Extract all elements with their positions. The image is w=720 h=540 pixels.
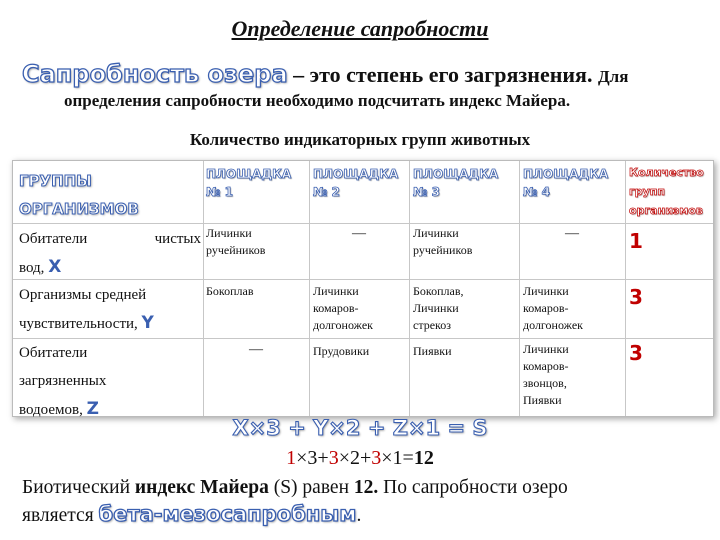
group-header: ГРУППЫ ОРГАНИЗМОВ: [19, 172, 139, 218]
conclusion-line-2: является бета-мезосапробным.: [22, 502, 362, 526]
letter-z: Z: [86, 399, 99, 419]
letter-x: X: [48, 257, 62, 277]
count-z: 3: [629, 341, 643, 365]
site-header-2: ПЛОЩАДКА № 2: [313, 167, 399, 199]
cell-y-site-2: Личинки комаров- долгоножек: [313, 284, 373, 332]
conclusion-line-1: Биотический индекс Майера (S) равен 12. По сапробности озеро: [22, 477, 568, 498]
count-header: Количество групп организмов: [629, 166, 704, 217]
site-header-4: ПЛОЩАДКА № 4: [523, 167, 609, 199]
cell-z-site-4: Личинки комаров- звонцов, Пиявки: [523, 342, 569, 407]
row-label-y: Организмы средней чувствительности, Y: [19, 287, 154, 333]
definition-text: – это степень его загрязнения.: [293, 62, 593, 87]
formula: X×3 + Y×2 + Z×1 = S: [232, 416, 488, 440]
definition-line-2: определения сапробности необходимо подсчитать индекс Майера.: [64, 91, 571, 110]
saprobity-class: бета-мезосапробным: [98, 502, 357, 526]
cell-z-site-3: Пиявки: [413, 344, 452, 358]
site-header-1: ПЛОЩАДКА № 1: [206, 167, 292, 199]
cell-z-site-1: —: [249, 342, 263, 357]
calc-result: 12: [413, 447, 434, 469]
row-label-x: Обитатели чистых вод, X: [19, 231, 201, 277]
cell-y-site-1: Бокоплав: [206, 284, 254, 298]
cell-y-site-3: Бокоплав, Личинки стрекоз: [413, 284, 464, 332]
calc-x: 1: [286, 447, 297, 469]
index-value: 12.: [353, 477, 379, 498]
page-title: Определение сапробности: [231, 16, 489, 41]
mayer-index-term: индекс Майера: [134, 477, 269, 498]
cell-x-site-1: Личинки ручейников: [206, 226, 266, 257]
definition-term: Сапробность озера: [22, 60, 288, 88]
cell-x-site-4: —: [565, 226, 579, 241]
cell-x-site-3: Личинки ручейников: [413, 226, 473, 257]
table-caption: Количество индикаторных групп животных: [189, 130, 531, 149]
count-y: 3: [629, 285, 643, 309]
indicator-table: [12, 160, 714, 417]
cell-z-site-2: Прудовики: [313, 344, 370, 358]
calc-y: 3: [328, 447, 339, 469]
count-x: 1: [629, 229, 643, 253]
definition-line: [22, 60, 628, 88]
row-label-z: Обитатели загрязненных водоемов, Z: [19, 345, 107, 419]
letter-y: Y: [141, 313, 154, 333]
calculation: 1×3+3×2+3×1=12: [286, 447, 434, 469]
cell-x-site-2: —: [352, 226, 366, 241]
definition-tail: Для: [597, 67, 629, 86]
calc-z: 3: [371, 447, 382, 469]
site-header-3: ПЛОЩАДКА № 3: [413, 167, 499, 199]
cell-y-site-4: Личинки комаров- долгоножек: [523, 284, 583, 332]
